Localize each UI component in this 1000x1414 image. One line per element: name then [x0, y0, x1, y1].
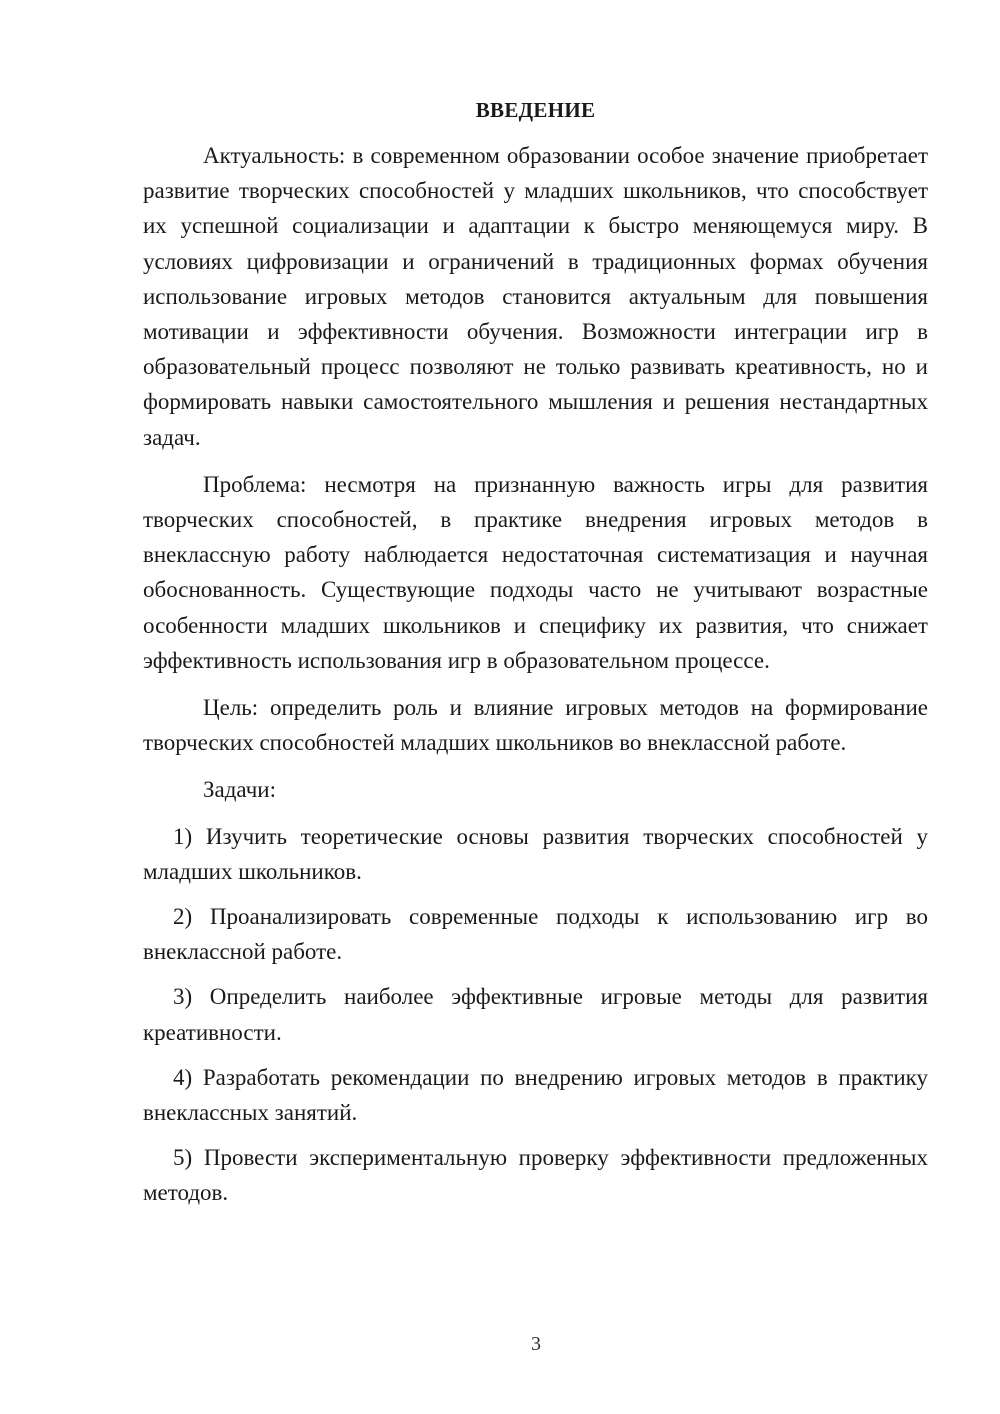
- paragraph-goal: Цель: определить роль и влияние игровых методов на формирование творческих способностей младших школьников во внеклассной работе.: [143, 695, 928, 756]
- task-item-3: 3) Определить наиболее эффективные игровые методы для развития креативности.: [143, 984, 928, 1045]
- section-title: ВВЕДЕНИЕ: [475, 98, 596, 122]
- paragraph-relevance: Актуальность: в современном образовании особое значение приобретает развитие творческих способностей у младших школьников, что способствует их успешной социализации и адаптации к быстро меняющемуся миру. В условиях цифровизации и ограничений в традиционных формах обучения использование игровых методов становится актуальным для повышения мотивации и эффективности обучения. Возможности интеграции игр в образовательный процесс позволяют не только развивать креативность, но и формировать навыки самостоятельного мышления и решения нестандартных задач.: [143, 143, 928, 450]
- task-item-1: 1) Изучить теоретические основы развития творческих способностей у младших школьников.: [143, 823, 928, 884]
- task-item-4: 4) Разработать рекомендации по внедрению игровых методов в практику внеклассных занятий.: [143, 1064, 928, 1126]
- paragraph-problem: Проблема: несмотря на признанную важность игры для развития творческих способностей, в практике внедрения игровых методов в внеклассную работу наблюдается недостаточная систематизация и научная обоснованность. Существующие подходы часто не учитывают возрастные особенности младших школьников и специфику их развития, что снижает эффективность использования игр в образовательном процессе.: [143, 471, 928, 673]
- page-content: [143, 90, 928, 1221]
- page-number: 3: [531, 1333, 541, 1355]
- task-item-2: 2) Проанализировать современные подходы к использованию игр во внеклассной работе.: [143, 904, 928, 965]
- task-item-5: 5) Провести экспериментальную проверку эффективности предложенных методов.: [143, 1145, 928, 1206]
- tasks-label: Задачи:: [203, 777, 276, 803]
